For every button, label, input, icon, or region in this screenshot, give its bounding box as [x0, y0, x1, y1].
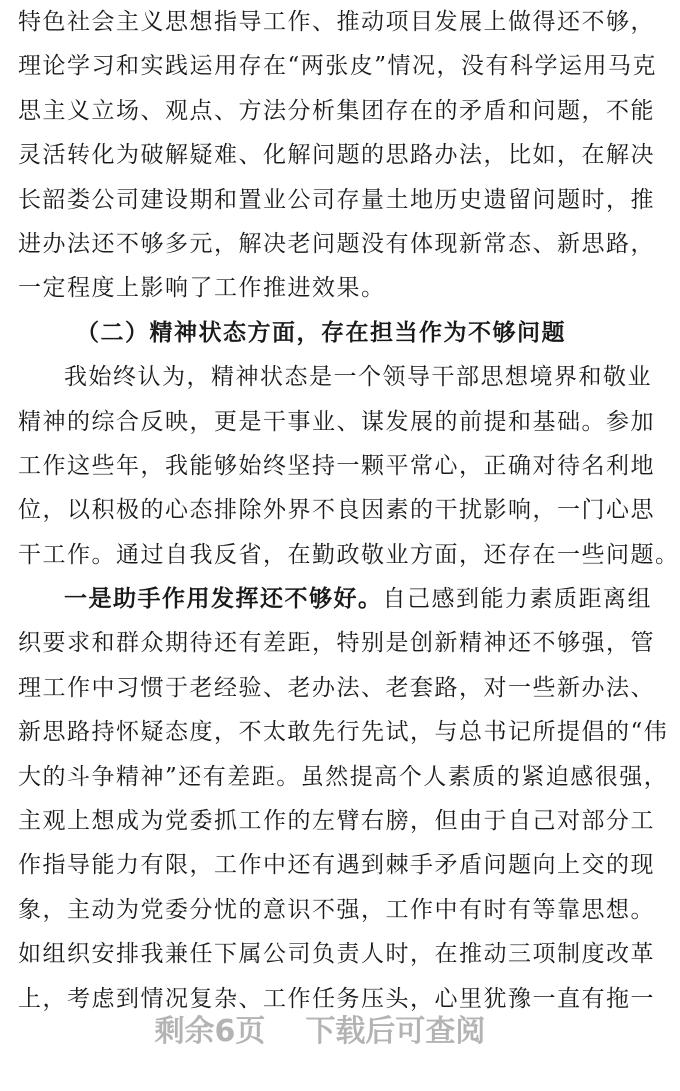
paragraph-3-line-6: 主观上想成为党委抓工作的左臂右膀，但由于自己对部分工 — [18, 808, 655, 835]
remaining-pages-label: 剩余6页 — [154, 1014, 266, 1049]
paragraph-3-line-2: 织要求和群众期待还有差距，特别是创新精神还不够强，管 — [18, 630, 655, 657]
paragraph-3-line-5: 大的斗争精神”还有差距。虽然提高个人素质的紧迫感很强， — [18, 763, 669, 790]
paragraph-1-line-1: 特色社会主义思想指导工作、推动项目发展上做得还不够， — [18, 9, 655, 35]
paragraph-1-line-6: 进办法还不够多元，解决老问题没有体现新常态、新思路， — [18, 230, 655, 257]
paragraph-2-line-1: 我始终认为，精神状态是一个领导干部思想境界和敬业 — [64, 364, 652, 391]
paragraph-1-line-4: 灵活转化为破解疑难、化解问题的思路办法，比如，在解决 — [18, 142, 655, 169]
paragraph-3-line-10: 上，考虑到情况复杂、工作任务压头，心里犹豫一直有拖一 — [18, 985, 655, 1012]
paragraph-3-line-1 — [18, 577, 652, 621]
paragraph-2-line-4: 位，以积极的心态排除外界不良因素的干扰影响，一门心思 — [18, 497, 655, 524]
paragraph-1-line-5: 长韶娄公司建设期和置业公司存量土地历史遗留问题时，推 — [18, 186, 655, 213]
paragraph-1-line-7: 一定程度上影响了工作推进效果。 — [18, 275, 386, 302]
paragraph-3-line-7: 作指导能力有限，工作中还有遇到棘手矛盾问题向上交的现 — [18, 852, 655, 879]
paragraph-2-line-2: 精神的综合反映，更是干事业、谋发展的前提和基础。参加 — [18, 408, 655, 435]
paragraph-1-line-3: 思主义立场、观点、方法分析集团存在的矛盾和问题，不能 — [18, 97, 655, 124]
paragraph-2-line-3: 工作这些年，我能够始终坚持一颗平常心，正确对待名利地 — [18, 452, 655, 479]
paragraph-1-line-2: 理论学习和实践运用存在“两张皮”情况，没有科学运用马克 — [18, 53, 658, 80]
remaining-pages-banner[interactable] — [0, 1008, 640, 1056]
section-heading: （二）精神状态方面，存在担当作为不够问题 — [76, 318, 566, 346]
paragraph-3-line-4: 新思路持怀疑态度，不太敢先行先试，与总书记所提倡的“伟 — [18, 719, 669, 746]
paragraph-2-line-5: 干工作。通过自我反省，在勤政敬业方面，还存在一些问题。 — [18, 541, 680, 568]
paragraph-3-line-3: 理工作中习惯于老经验、老办法、老套路，对一些新办法、 — [18, 674, 655, 701]
paragraph-3-line-9: 如组织安排我兼任下属公司负责人时，在推动三项制度改革 — [18, 941, 655, 968]
paragraph-3-lead-rest: 自己感到能力素质距离组 — [382, 586, 652, 613]
paragraph-3-line-8: 象，主动为党委分忧的意识不强，工作中有时有等靠思想。 — [18, 896, 655, 923]
paragraph-3-lead-bold: 一是助手作用发挥还不够好。 — [64, 585, 383, 613]
download-to-view-label: 下载后可查阅 — [305, 1014, 486, 1049]
document-body — [18, 0, 680, 1021]
